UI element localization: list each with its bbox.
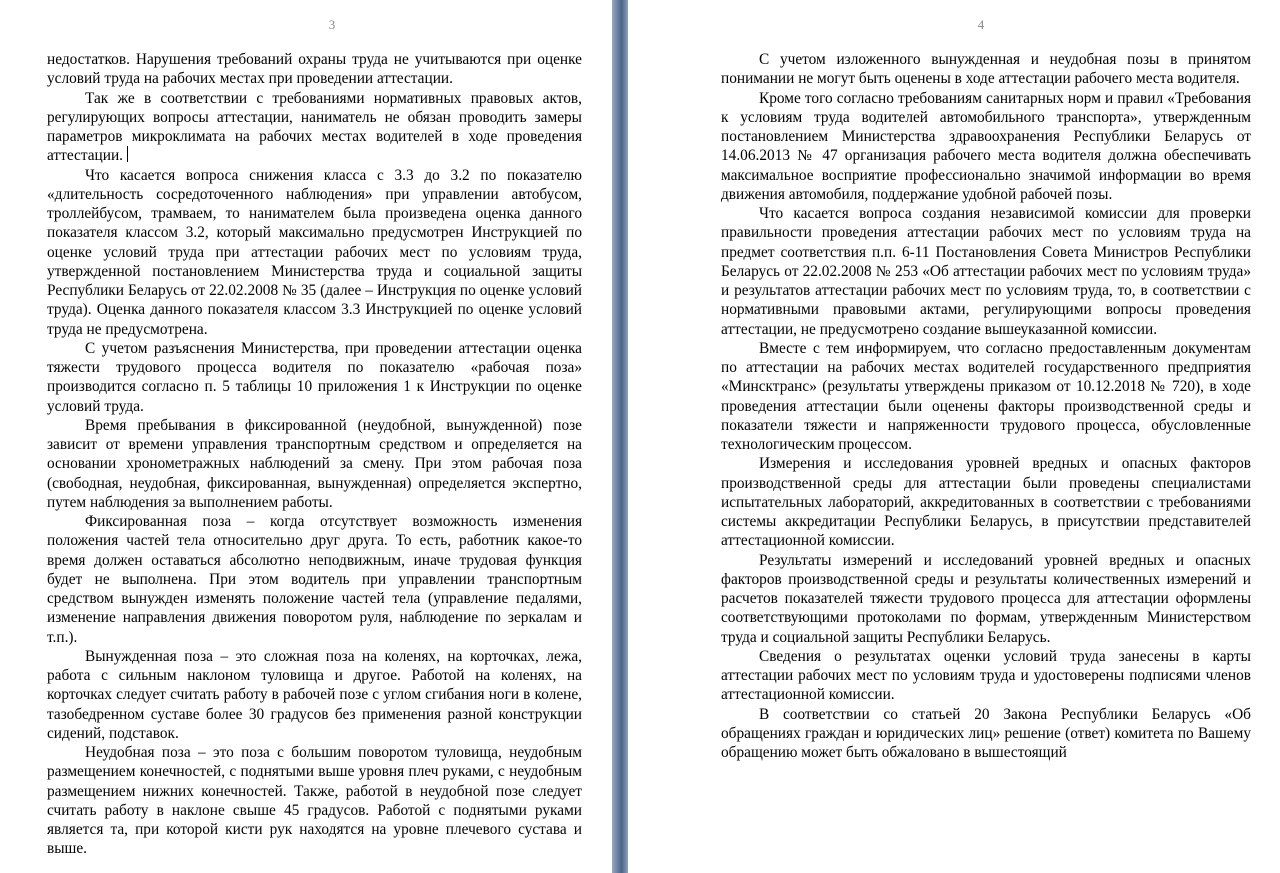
paragraph: Фиксированная поза – когда отсутствует возможность изменения положения частей тела относительно друг друга. То есть, работник какое-то время должен оставаться абсолютно неподвижным, иначе трудовая функция будет не выполнена. При этом водитель при управлении транспортным средством вынужден изменять положение частей тела (управление педалями, изменение направления движения поворотом руля, наблюдение по зеркалам и т.п.). bbox=[47, 513, 582, 646]
page-gutter bbox=[612, 0, 628, 873]
paragraph: Что касается вопроса создания независимой комиссии для проверки правильности проведения аттестации рабочих мест по условиям труда на предмет соответствия п.п. 6-11 Постановления Совета Министров Республики Беларусь от 22.02.2008 № 253 «Об аттестации рабочих мест по условиям труда» и результатов аттестации рабочих мест по условиям труда, то, в соответствии с нормативными правовыми актами, регулирующими вопросы проведения аттестации, не предусмотрено создание вышеуказанной комиссии. bbox=[721, 205, 1251, 338]
text-cursor bbox=[127, 146, 128, 162]
paragraph: Результаты измерений и исследований уровней вредных и опасных факторов производственной среды и результаты количественных измерений и расчетов показателей тяжести трудового процесса для аттестации оформлены соответствующими протоколами по формам, утвержденным Министерством труда и социальной защиты Республики Беларусь. bbox=[721, 551, 1251, 646]
page-body[interactable] bbox=[721, 50, 1251, 762]
paragraph: С учетом разъяснения Министерства, при проведении аттестации оценка тяжести трудового процесса водителя по показателю «рабочая поза» производится согласно п. 5 таблицы 10 приложения 1 к Инструкции по оценке условий труда. bbox=[47, 339, 582, 415]
paragraph bbox=[47, 89, 582, 166]
paragraph: Неудобная поза – это поза с большим поворотом туловища, неудобным размещением конечностей, с поднятыми выше уровня плеч руками, с неудобным размещением нижних конечностей. Также, работой в неудобной позе следует считать работу в наклоне свыше 45 градусов. Работой с поднятыми руками является та, при которой кисти рук находятся на уровне плечевого сустава и выше. bbox=[47, 744, 582, 858]
paragraph: Вместе с тем информируем, что согласно предоставленным документам по аттестации на рабочих местах водителей государственного предприятия «Минсктранс» (результаты утверждены приказом от 10.12.2018 № 720), в ходе проведения аттестации были оценены факторы производственной среды и показатели тяжести и напряженности трудового процесса, обусловленные технологическим процессом. bbox=[721, 339, 1251, 453]
paragraph: С учетом изложенного вынужденная и неудобная позы в принятом понимании не могут быть оценены в ходе аттестации рабочего места водителя. bbox=[721, 51, 1251, 88]
page-body[interactable] bbox=[47, 50, 582, 859]
paragraph-text: Так же в соответствии с требованиями нормативных правовых актов, регулирующих вопросы аттестации, наниматель не обязан проводить замеры параметров микроклимата на рабочих местах водителей в ходе проведения аттестации. bbox=[47, 89, 582, 165]
paragraph: Вынужденная поза – это сложная поза на коленях, на корточках, лежа, работа с сильным наклоном туловища и другое. Работой на коленях, на корточках следует считать работу в рабочей позе с углом сгибания ноги в колене, тазобедренном суставе более 30 градусов без применения разной конструкции сидений, подставок. bbox=[47, 647, 582, 742]
page-number: 4 bbox=[977, 17, 985, 32]
paragraph: Что касается вопроса снижения класса с 3.3 до 3.2 по показателю «длительность сосредоточенного наблюдения» при управлении автобусом, троллейбусом, трамваем, то нанимателем была произведена оценка данного показателя классом 3.2, который максимально предусмотрен Инструкцией по оценке условий труда при аттестации рабочих мест по условиям труда, утвержденной постановлением Министерства труда и социальной защиты Республики Беларусь от 22.02.2008 № 35 (далее – Инструкция по оценке условий труда). Оценка данного показателя классом 3.3 Инструкцией по оценке условий труда не предусмотрена. bbox=[47, 166, 582, 338]
paragraph: Измерения и исследования уровней вредных и опасных факторов производственной среды для аттестации были проведены специалистами испытательных лабораторий, аккредитованных в соответствии с требованиями системы аккредитации Республики Беларусь, в присутствии представителей аттестационной комиссии. bbox=[721, 455, 1251, 550]
paragraph: Сведения о результатах оценки условий труда занесены в карты аттестации рабочих мест по условиям труда и удостоверены подписями членов аттестационной комиссии. bbox=[721, 647, 1251, 704]
paragraph: Кроме того согласно требованиям санитарных норм и правил «Требования к условиям труда водителей автомобильного транспорта», утвержденным постановлением Министерства здравоохранения Республики Беларусь от 14.06.2013 № 47 организация рабочего места водителя должна обеспечивать максимальное восприятие профессионально значимой информации во время движения автомобиля, поддержание удобной рабочей позы. bbox=[721, 89, 1251, 203]
document-page-right[interactable] bbox=[628, 0, 1280, 873]
paragraph: Время пребывания в фиксированной (неудобной, вынужденной) позе зависит от времени управления транспортным средством и определяется на основании хронометражных наблюдений за смену. При этом рабочая поза (свободная, неудобная, фиксированная, вынужденная) определяется экспертно, путем наблюдения за выполнением работы. bbox=[47, 416, 582, 511]
paragraph: недостатков. Нарушения требований охраны труда не учитываются при оценке условий труда на рабочих местах при проведении аттестации. bbox=[47, 51, 582, 88]
page-number: 3 bbox=[328, 17, 336, 32]
document-page-left[interactable] bbox=[0, 0, 612, 873]
paragraph: В соответствии со статьей 20 Закона Республики Беларусь «Об обращениях граждан и юридических лиц» решение (ответ) комитета по Вашему обращению может быть обжаловано в вышестоящий bbox=[721, 705, 1251, 761]
